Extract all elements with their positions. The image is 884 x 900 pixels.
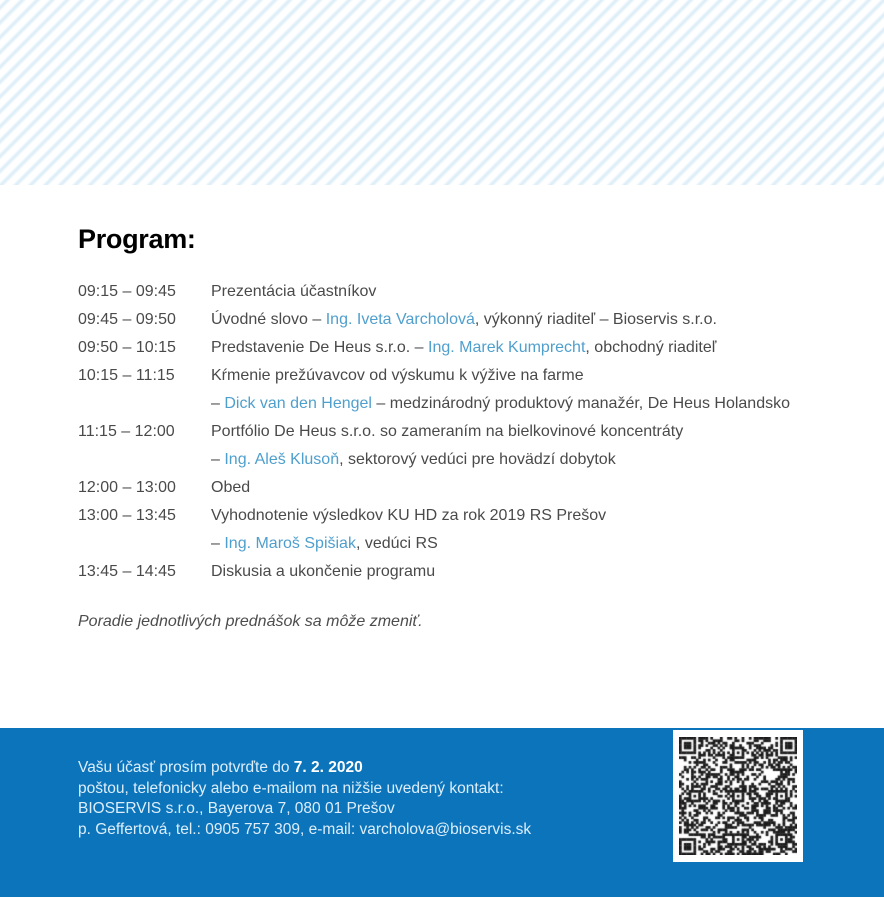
desc-text: , výkonný riaditeľ – Bioservis s.r.o. bbox=[474, 311, 717, 328]
speaker-name: Ing. Maroš Spišiak bbox=[224, 535, 356, 552]
program-row bbox=[78, 334, 838, 362]
session-description bbox=[211, 474, 838, 502]
time-range: 09:45 – 09:50 bbox=[78, 311, 176, 328]
time-range: 09:50 – 10:15 bbox=[78, 339, 176, 356]
time-range: 09:15 – 09:45 bbox=[78, 283, 176, 300]
time-range bbox=[78, 390, 211, 418]
time-range: 13:45 – 14:45 bbox=[78, 563, 176, 580]
program-row bbox=[78, 558, 838, 586]
desc-text: Obed bbox=[211, 479, 251, 496]
program-schedule bbox=[78, 278, 838, 586]
speaker-name: Ing. Aleš Klusoň bbox=[224, 451, 340, 468]
session-description bbox=[211, 502, 838, 530]
rsvp-prefix: Vašu účasť prosím potvrďte do bbox=[78, 759, 294, 776]
time-range: 12:00 – 13:00 bbox=[78, 479, 176, 496]
time-range: 13:00 – 13:45 bbox=[78, 507, 176, 524]
contact-method-line: poštou, telefonicky alebo e-mailom na nižšie uvedený kontakt: bbox=[78, 779, 504, 797]
speaker-name: Ing. Marek Kumprecht bbox=[428, 339, 586, 356]
program-row bbox=[78, 306, 838, 334]
desc-text: Prezentácia účastníkov bbox=[211, 283, 377, 300]
program-row bbox=[78, 390, 838, 418]
qr-code-icon bbox=[673, 730, 803, 862]
session-description bbox=[211, 558, 838, 586]
desc-text: Predstavenie De Heus s.r.o. – bbox=[211, 339, 428, 356]
desc-text: Úvodné slovo – bbox=[211, 311, 326, 328]
time-range: 10:15 – 11:15 bbox=[78, 367, 175, 384]
striped-header-band bbox=[0, 0, 884, 185]
rsvp-line bbox=[78, 758, 531, 779]
desc-text: Portfólio De Heus s.r.o. so zameraním na bielkovinové koncentráty bbox=[211, 423, 684, 440]
desc-text: , sektorový vedúci pre hovädzí dobytok bbox=[339, 451, 616, 468]
desc-text: Vyhodnotenie výsledkov KU HD za rok 2019 RS Prešov bbox=[211, 507, 607, 524]
session-description bbox=[211, 418, 838, 446]
contact-text-block bbox=[78, 758, 531, 841]
desc-text: – bbox=[211, 451, 225, 468]
session-description bbox=[211, 278, 838, 306]
contact-person-line: p. Geffertová, tel.: 0905 757 309, e-mail: varcholova@bioservis.sk bbox=[78, 821, 532, 839]
desc-text: Diskusia a ukončenie programu bbox=[211, 563, 436, 580]
time-range bbox=[78, 530, 211, 558]
session-description bbox=[211, 530, 838, 558]
program-row bbox=[78, 446, 838, 474]
session-description bbox=[211, 390, 838, 418]
rsvp-deadline-date: 7. 2. 2020 bbox=[293, 759, 363, 776]
time-range bbox=[78, 446, 211, 474]
program-row bbox=[78, 278, 838, 306]
program-row bbox=[78, 362, 838, 390]
speaker-name: Dick van den Hengel bbox=[224, 395, 372, 412]
session-description bbox=[211, 306, 838, 334]
session-description bbox=[211, 362, 838, 390]
desc-text: – medzinárodný produktový manažér, De Heus Holandsko bbox=[371, 395, 790, 412]
program-row bbox=[78, 418, 838, 446]
desc-text: , vedúci RS bbox=[355, 535, 438, 552]
speaker-name: Ing. Iveta Varcholová bbox=[325, 311, 475, 328]
company-address-line: BIOSERVIS s.r.o., Bayerova 7, 080 01 Prešov bbox=[78, 800, 395, 818]
time-range: 11:15 – 12:00 bbox=[78, 423, 175, 440]
desc-text: – bbox=[211, 395, 225, 412]
schedule-change-note: Poradie jednotlivých prednášok sa môže zmeniť. bbox=[78, 613, 423, 630]
desc-text: – bbox=[211, 535, 225, 552]
desc-text: , obchodný riaditeľ bbox=[585, 339, 717, 356]
desc-text: Kŕmenie prežúvavcov od výskumu k výžive na farme bbox=[211, 367, 584, 384]
program-row bbox=[78, 502, 838, 530]
program-row bbox=[78, 474, 838, 502]
session-description bbox=[211, 446, 838, 474]
session-description bbox=[211, 334, 838, 362]
page-title: Program: bbox=[78, 224, 196, 254]
qr-code-canvas bbox=[679, 737, 797, 855]
contact-footer bbox=[0, 728, 884, 897]
program-row bbox=[78, 530, 838, 558]
